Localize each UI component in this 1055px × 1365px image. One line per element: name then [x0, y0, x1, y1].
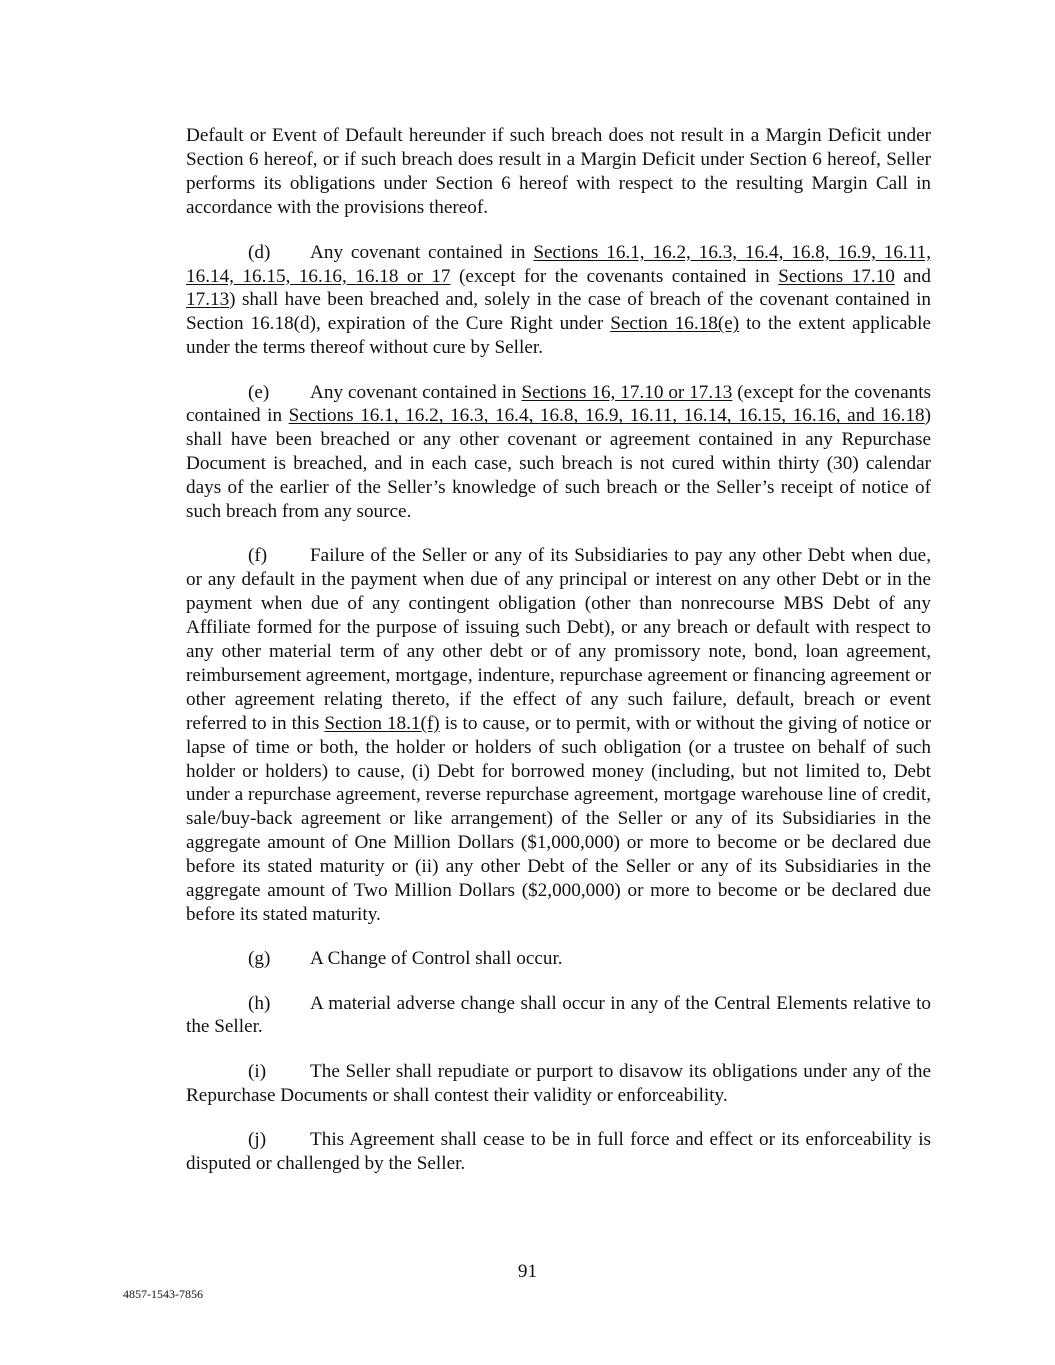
paragraph-label: (e) — [248, 381, 270, 403]
paragraph-text: This Agreement shall cease to be in full force and effect or its enforceability is disputed or challenged by the Seller. — [186, 1128, 931, 1174]
paragraph-text: to the extent applicable under the terms thereof without cure by Seller. — [186, 313, 931, 359]
paragraph-label: (g) — [248, 948, 271, 970]
cross-reference: Section 16.18(e) — [610, 313, 740, 335]
paragraph-text: is to cause, or to permit, with or without the giving of notice or lapse of time or both, the holder or holders of such obligation (or a trustee on behalf of such holder or holders) to cause, (i) Debt for borrowed money (including, but not limited to, Debt under a repurchase agreement, reverse repurchase agreement, mortgage warehouse line of credit, sale/buy-back agreement or like arrangement) of the Seller or any of its Subsidiaries in the aggregate amount of One Million Dollars ($1,000,000) or more to become or be declared due before its stated maturity or (ii) any other Debt of the Seller or any of its Subsidiaries in the aggregate amount of Two Million Dollars ($2,000,000) or more to become or be declared due before its stated maturity. — [186, 712, 931, 925]
cross-reference: Sections 17.10 — [778, 265, 895, 287]
cross-reference: 17.13 — [186, 289, 230, 311]
paragraph-h — [186, 992, 931, 1040]
paragraph-e — [186, 381, 931, 524]
paragraph-text: Any covenant contained in — [310, 241, 534, 263]
paragraph-label: (h) — [248, 992, 271, 1014]
paragraph-i — [186, 1060, 931, 1108]
paragraph-label: (d) — [248, 241, 271, 263]
paragraph-text: Default or Event of Default hereunder if such breach does not result in a Margin Deficit under Section 6 hereof, or if such breach does result in a Margin Deficit under Section 6 hereof, Seller performs its obligations under Section 6 hereof with respect to the resulting Margin Call in accordance with the provisions thereof. — [186, 125, 931, 218]
cross-reference: Sections 16.1, 16.2, 16.3, 16.4, 16.8, 16.9, 16.11, 16.14, 16.15, 16.16, 16.18 or 17 — [186, 241, 931, 287]
paragraph-j — [186, 1128, 931, 1176]
paragraph-label: (f) — [248, 545, 268, 567]
paragraph-d — [186, 241, 931, 361]
paragraph-text: ) shall have been breached or any other covenant or agreement contained in any Repurchase Document is breached, and in each case, such breach is not cured within thirty (30) calendar days of the earlier of the Seller’s knowledge of such breach or the Seller’s receipt of notice of such breach from any source. — [186, 405, 931, 523]
paragraph-label: (j) — [248, 1128, 267, 1150]
paragraph-text: A Change of Control shall occur. — [310, 948, 563, 970]
paragraph-label: (i) — [248, 1060, 267, 1082]
paragraph-text: (except for the covenants contained in — [186, 381, 931, 427]
paragraph-g — [186, 947, 931, 971]
paragraph-text: Failure of the Seller or any of its Subsidiaries to pay any other Debt when due, or any default in the payment when due of any principal or interest on any other Debt or in the payment when due of any contingent obligation (other than nonrecourse MBS Debt of any Affiliate formed for the purpose of issuing such Debt), or any breach or default with respect to any other material term of any other debt or of any promissory note, bond, loan agreement, reimbursement agreement, mortgage, indenture, repurchase agreement or financing agreement or other agreement relating thereto, if the effect of any such failure, default, breach or event referred to in this — [186, 545, 931, 734]
paragraph-text: and — [894, 265, 931, 287]
cross-reference: Section 18.1(f) — [324, 712, 440, 734]
document-body — [186, 124, 931, 1196]
paragraph-text: ) shall have been breached and, solely in the case of breach of the covenant contained in Section 16.18(d), expiration of the Cure Right under — [186, 289, 931, 335]
paragraph-text: Any covenant contained in — [310, 381, 522, 403]
cross-reference: Sections 16.1, 16.2, 16.3, 16.4, 16.8, 16.9, 16.11, 16.14, 16.15, 16.16, and 16.18 — [288, 405, 925, 427]
paragraph-text: The Seller shall repudiate or purport to disavow its obligations under any of the Repurchase Documents or shall contest their validity or enforceability. — [186, 1060, 931, 1106]
paragraph-text: A material adverse change shall occur in any of the Central Elements relative to the Seller. — [186, 992, 931, 1038]
paragraph-continuation — [186, 124, 931, 220]
document-id: 4857-1543-7856 — [123, 1287, 203, 1301]
page-number: 91 — [517, 1261, 538, 1282]
cross-reference: Sections 16, 17.10 or 17.13 — [521, 381, 733, 403]
paragraph-text: (except for the covenants contained in — [450, 265, 779, 287]
paragraph-f — [186, 544, 931, 927]
